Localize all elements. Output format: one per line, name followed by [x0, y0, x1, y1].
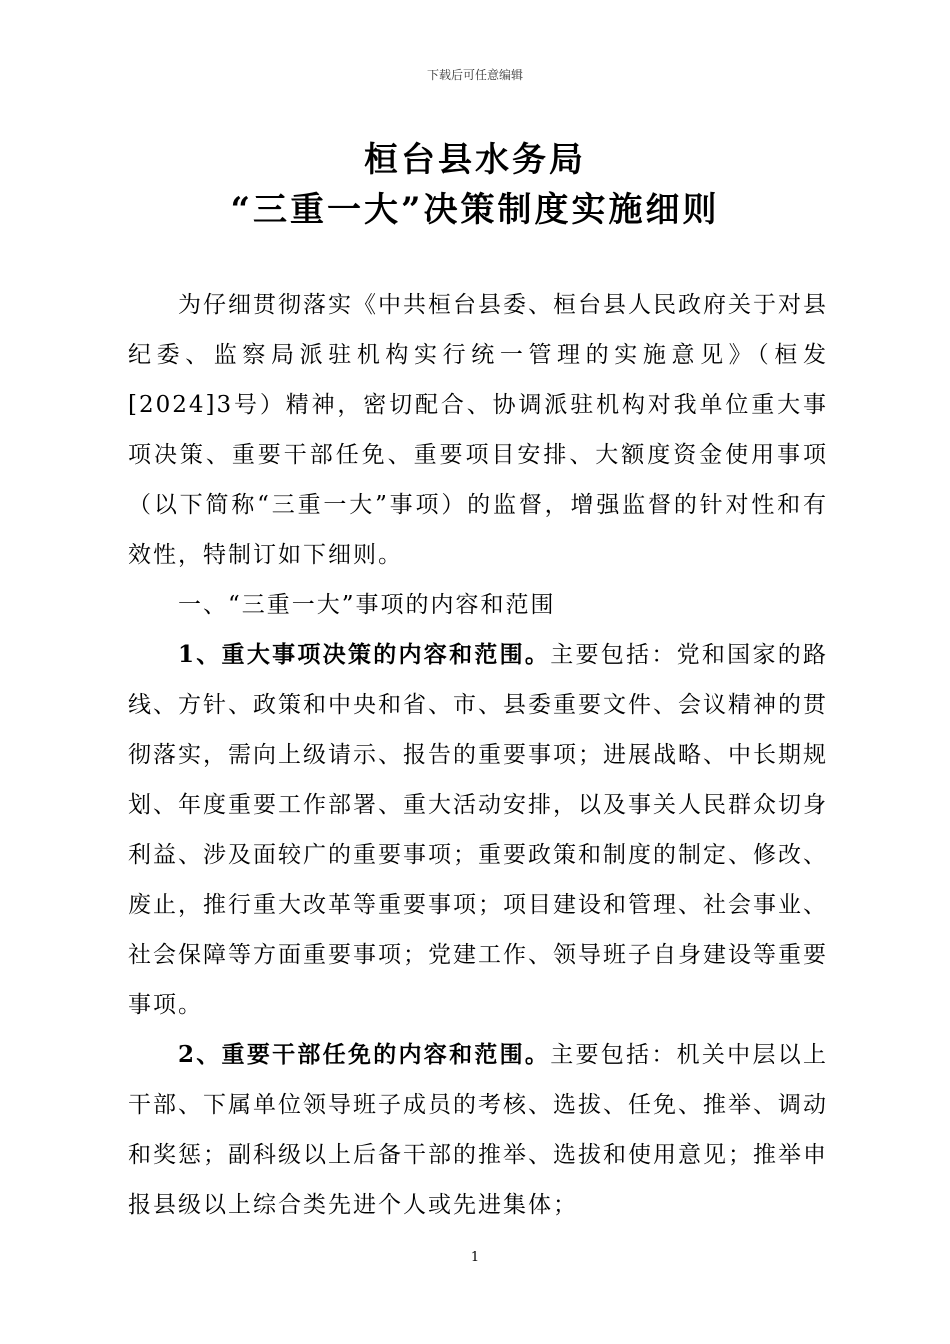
page-number: 1 — [470, 1250, 480, 1265]
item-1-heading: 1、重大事项决策的内容和范围。 — [178, 641, 551, 668]
intro-paragraph: 为仔细贯彻落实《中共桓台县委、桓台县人民政府关于对县纪委、监察局派驻机构实行统一管理的实施意见》（桓发[2024]3号）精神，密切配合、协调派驻机构对我单位重大事项决策、重要干部任免、重要项目安排、大额度资金使用事项（以下简称“三重一大”事项）的监督，增强监督的针对性和有效性，特制订如下细则。 — [128, 292, 828, 568]
item-2-paragraph — [128, 1030, 828, 1230]
document-subtitle: “三重一大”决策制度实施细则 — [230, 190, 720, 230]
document-title: 桓台县水务局 — [364, 140, 586, 180]
section-heading: 一、“三重一大”事项的内容和范围 — [178, 592, 556, 618]
item-2-text: 主要包括：机关中层以上干部、下属单位领导班子成员的考核、选拔、任免、推举、调动和奖惩；副科级以上后备干部的推举、选拔和使用意见；推举申报县级以上综合类先进个人或先进集体； — [128, 1042, 828, 1218]
item-1-text: 主要包括：党和国家的路线、方针、政策和中央和省、市、县委重要文件、会议精神的贯彻落实，需向上级请示、报告的重要事项；进展战略、中长期规划、年度重要工作部署、重大活动安排，以及事关人民群众切身利益、涉及面较广的重要事项；重要政策和制度的制定、修改、废止，推行重大改革等重要事项；项目建设和管理、社会事业、社会保障等方面重要事项；党建工作、领导班子自身建设等重要事项。 — [128, 642, 828, 1018]
document-body — [128, 280, 828, 1230]
item-1-paragraph — [128, 630, 828, 1030]
page-header: 下载后可任意编辑 — [426, 68, 523, 82]
item-2-heading: 2、重要干部任免的内容和范围。 — [178, 1041, 551, 1068]
